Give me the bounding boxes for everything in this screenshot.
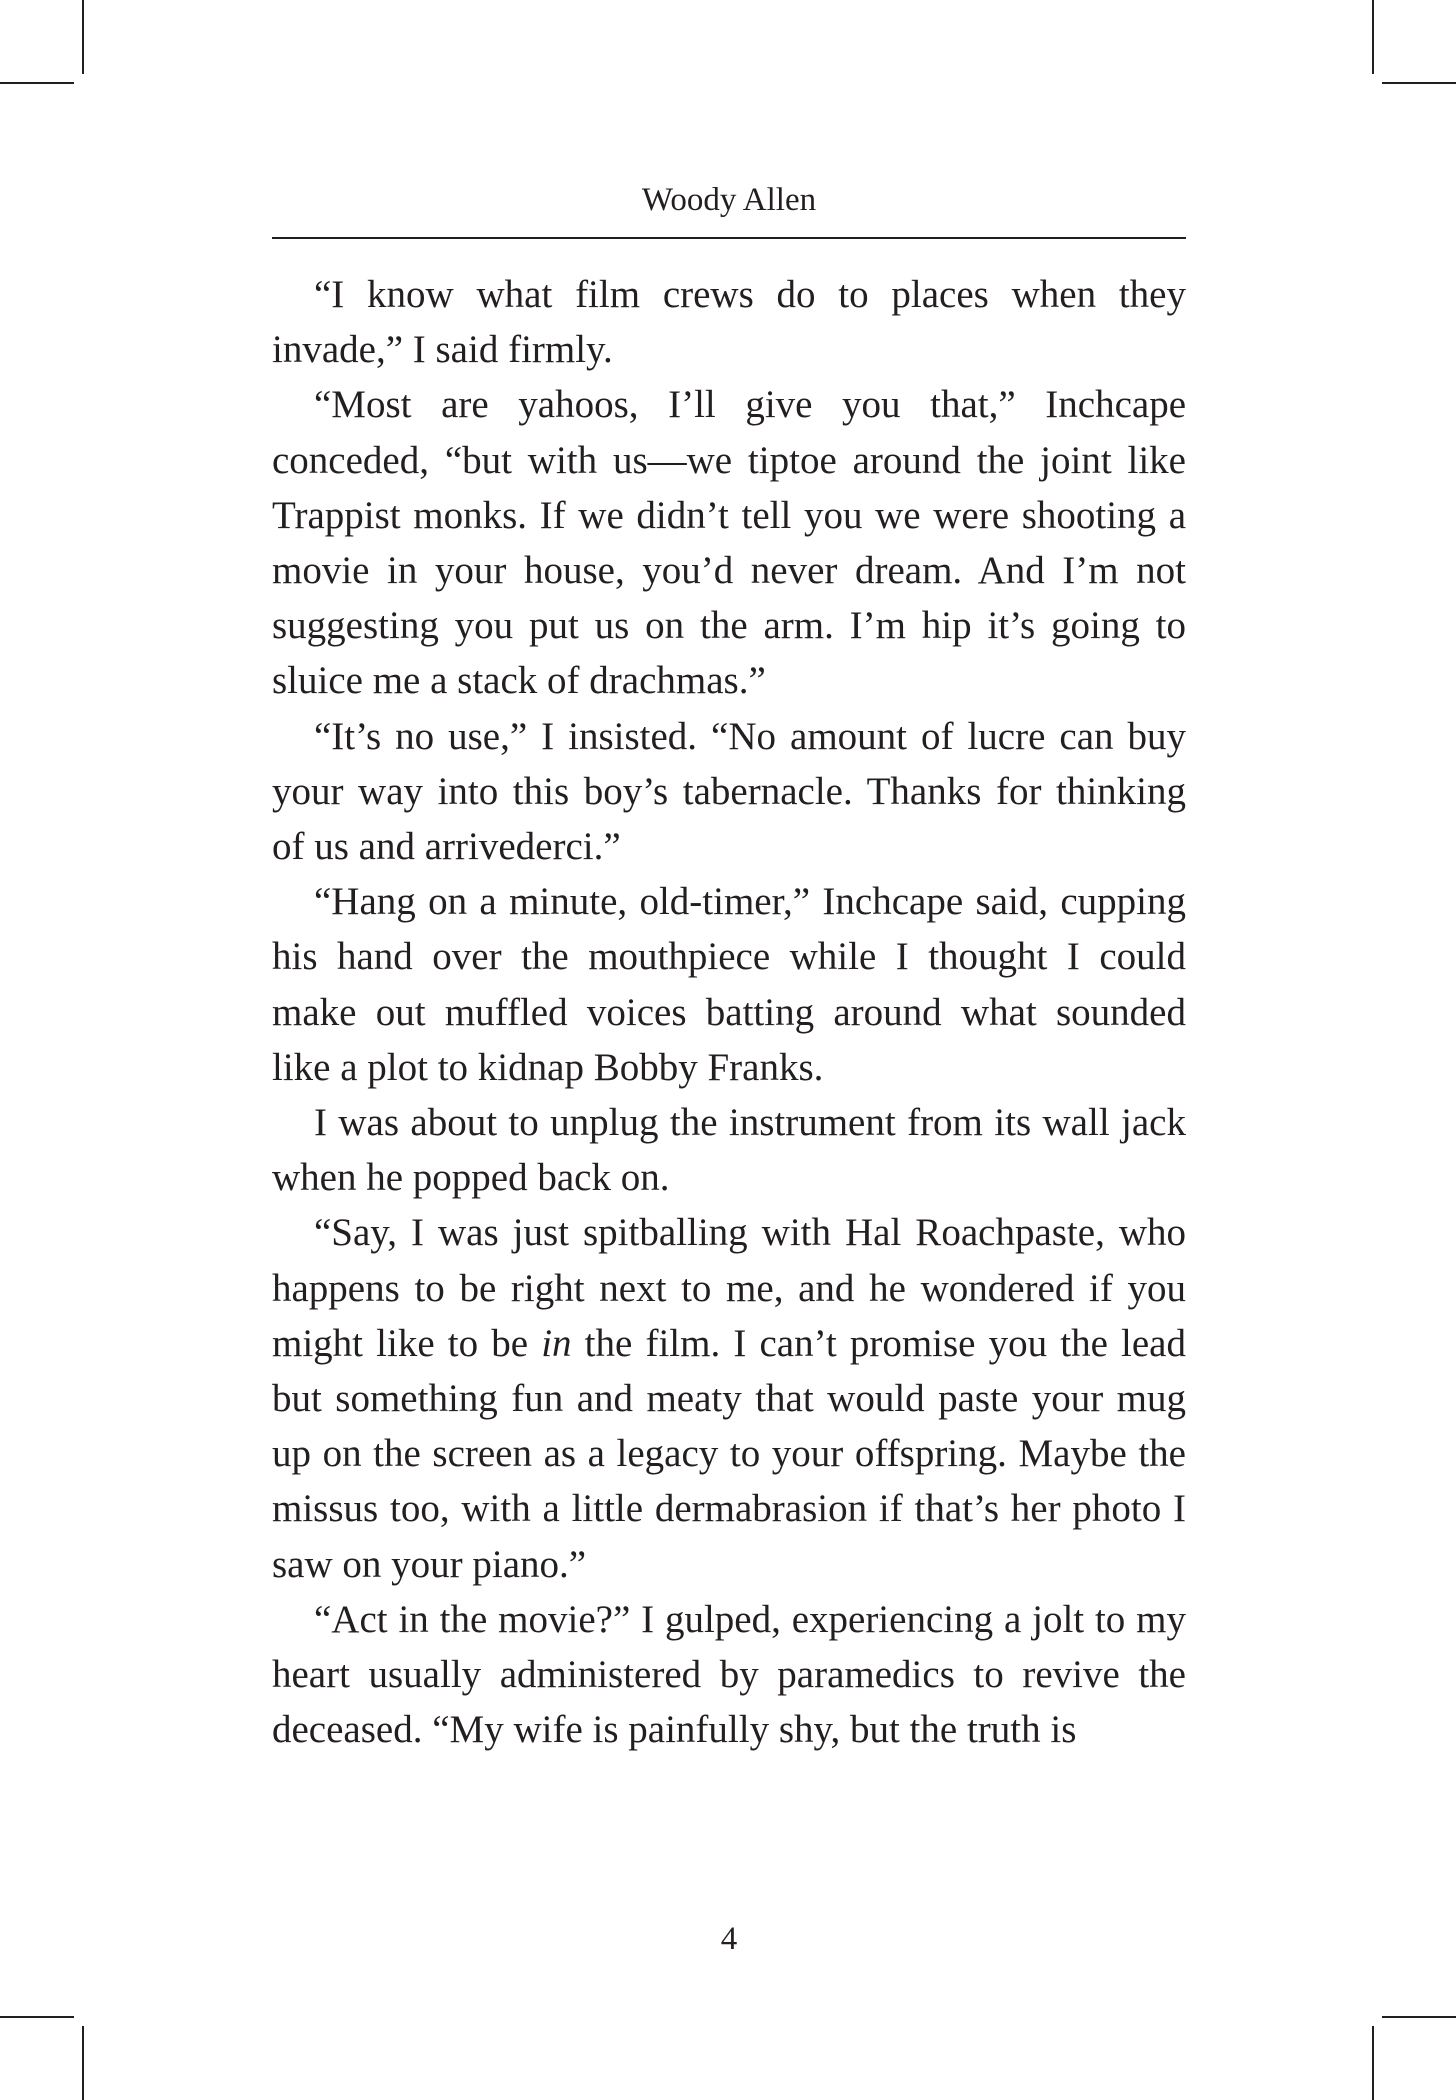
body-text xyxy=(272,267,1186,1757)
crop-mark-top-right-vertical xyxy=(1372,0,1374,74)
crop-mark-bottom-right-vertical xyxy=(1372,2026,1374,2100)
crop-mark-top-right-horizontal xyxy=(1382,82,1456,84)
running-head-rule xyxy=(272,237,1186,239)
paragraph: “Most are yahoos, I’ll give you that,” Inchcape conceded, “but with us—we tiptoe around the joint like Trappist monks. If we didn’t tell you we were shooting a movie in your house, you’d never dream. And I’m not suggesting you put us on the arm. I’m hip it’s going to sluice me a stack of drachmas.” xyxy=(272,383,1186,703)
paragraph: “Act in the movie?” I gulped, experiencing a jolt to my heart usually administered by paramedics to revive the deceased. “My wife is painfully shy, but the truth is xyxy=(272,1597,1186,1752)
crop-mark-top-left-vertical xyxy=(82,0,84,74)
crop-mark-bottom-left-horizontal xyxy=(0,2016,74,2018)
paragraph: “I know what film crews do to places when they invade,” I said firmly. xyxy=(272,273,1186,372)
running-head: Woody Allen xyxy=(641,182,817,218)
crop-mark-top-left-horizontal xyxy=(0,82,74,84)
paragraph: “Hang on a minute, old-timer,” Inchcape said, cupping his hand over the mouthpiece while I thought I could make out muffled voices batting around what sounded like a plot to kidnap Bobby Franks. xyxy=(272,880,1186,1089)
paragraph-text-before: “Say, I was just spitballing with Hal Roachpaste, who happens to be right next to me, and he wondered if you might like to be xyxy=(272,1211,1186,1365)
paragraph-italic-emphasis: in xyxy=(541,1321,572,1365)
crop-mark-bottom-right-horizontal xyxy=(1382,2016,1456,2018)
crop-mark-bottom-left-vertical xyxy=(82,2026,84,2100)
paragraph xyxy=(272,1205,1186,1591)
paragraph: I was about to unplug the instrument from its wall jack when he popped back on. xyxy=(272,1101,1186,1200)
paragraph: “It’s no use,” I insisted. “No amount of lucre can buy your way into this boy’s tabernacle. Thanks for thinking of us and arrivederci.” xyxy=(272,714,1186,869)
page-number: 4 xyxy=(720,1921,738,1957)
paragraph-text-after: the film. I can’t promise you the lead but something fun and meaty that would paste your mug up on the screen as a legacy to your offspring. Maybe the missus too, with a little dermabrasion if that’s her photo I saw on your piano.” xyxy=(272,1321,1186,1586)
